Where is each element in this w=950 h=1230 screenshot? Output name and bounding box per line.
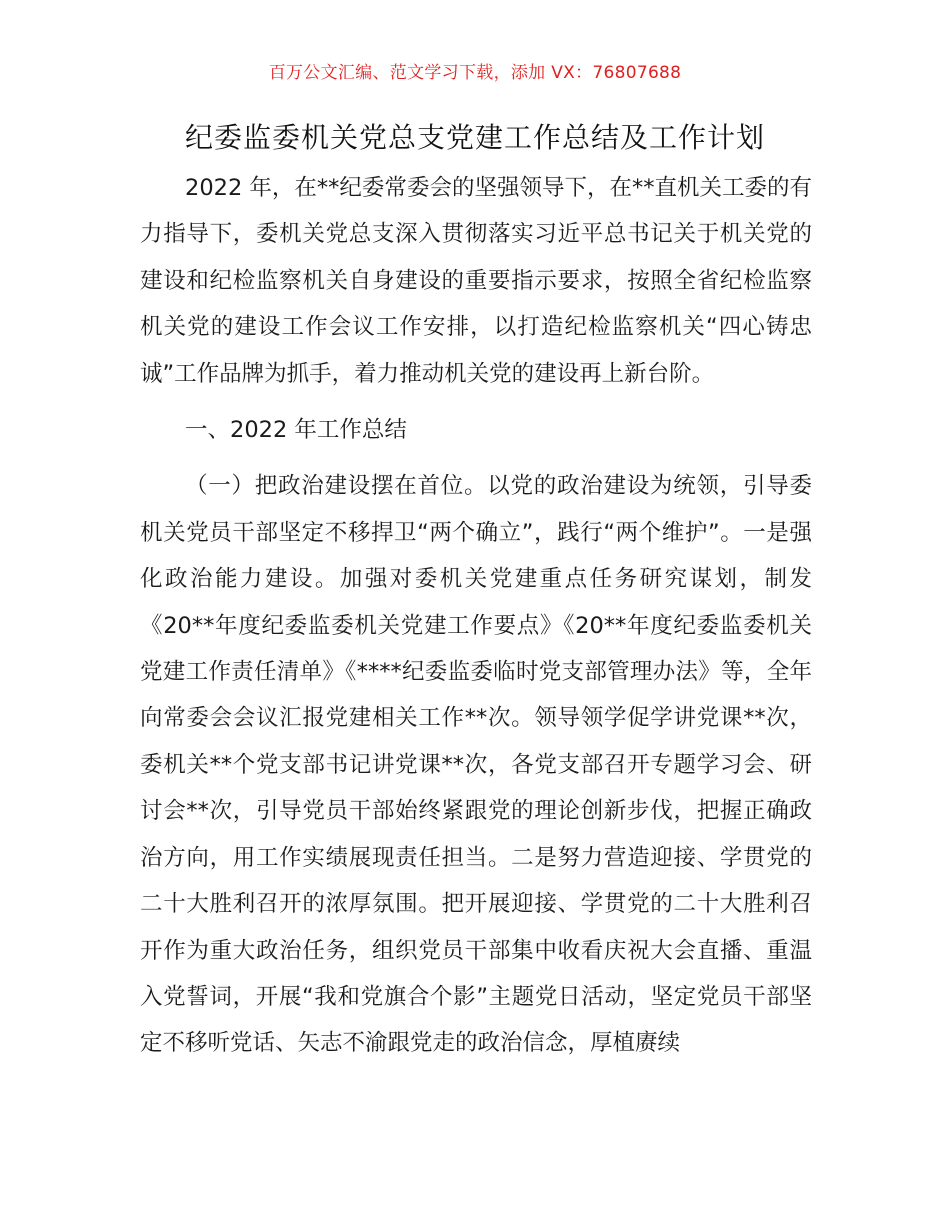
document-title: 纪委监委机关党总支党建工作总结及工作计划 bbox=[184, 121, 765, 154]
section-paragraph-1: （一）把政治建设摆在首位。以党的政治建设为统领，引导委机关党员干部坚定不移捍卫“两个确立”，践行“两个维护”。一是强化政治能力建设。加强对委机关党建重点任务研究谋划，制发《20**年度纪委监委机关党建工作要点》《20**年度纪委监委机关党建工作责任清单》《****纪委监委临时党支部管理办法》等，全年向常委会会议汇报党建相关工作**次。领导领学促学讲党课**次，委机关**个党支部书记讲党课**次，各党支部召开专题学习会、研讨会**次，引导党员干部始终紧跟党的理论创新步伐，把握正确政治方向，用工作实绩展现责任担当。二是努力营造迎接、学贯党的二十大胜利召开的浓厚氛围。把开展迎接、学贯党的二十大胜利召开作为重大政治任务，组织党员干部集中收看庆祝大会直播、重温入党誓词，开展“我和党旗合个影”主题党日活动，坚定党员干部坚定不移听党话、矢志不渝跟党走的政治信念，厚植赓续 bbox=[140, 473, 812, 1057]
intro-paragraph: 2022 年，在**纪委常委会的坚强领导下，在**直机关工委的有力指导下，委机关党总支深入贯彻落实习近平总书记关于机关党的建设和纪检监察机关自身建设的重要指示要求，按照全省纪检监察机关党的建设工作会议工作安排，以打造纪检监察机关“四心铸忠诚”工作品牌为抓手，着力推动机关党的建设再上新台阶。 bbox=[140, 175, 812, 387]
watermark-header: 百万公文汇编、范文学习下载，添加 VX：76807688 bbox=[268, 63, 682, 83]
section-heading-1: 一、2022 年工作总结 bbox=[185, 417, 407, 444]
document-body bbox=[140, 165, 812, 1067]
